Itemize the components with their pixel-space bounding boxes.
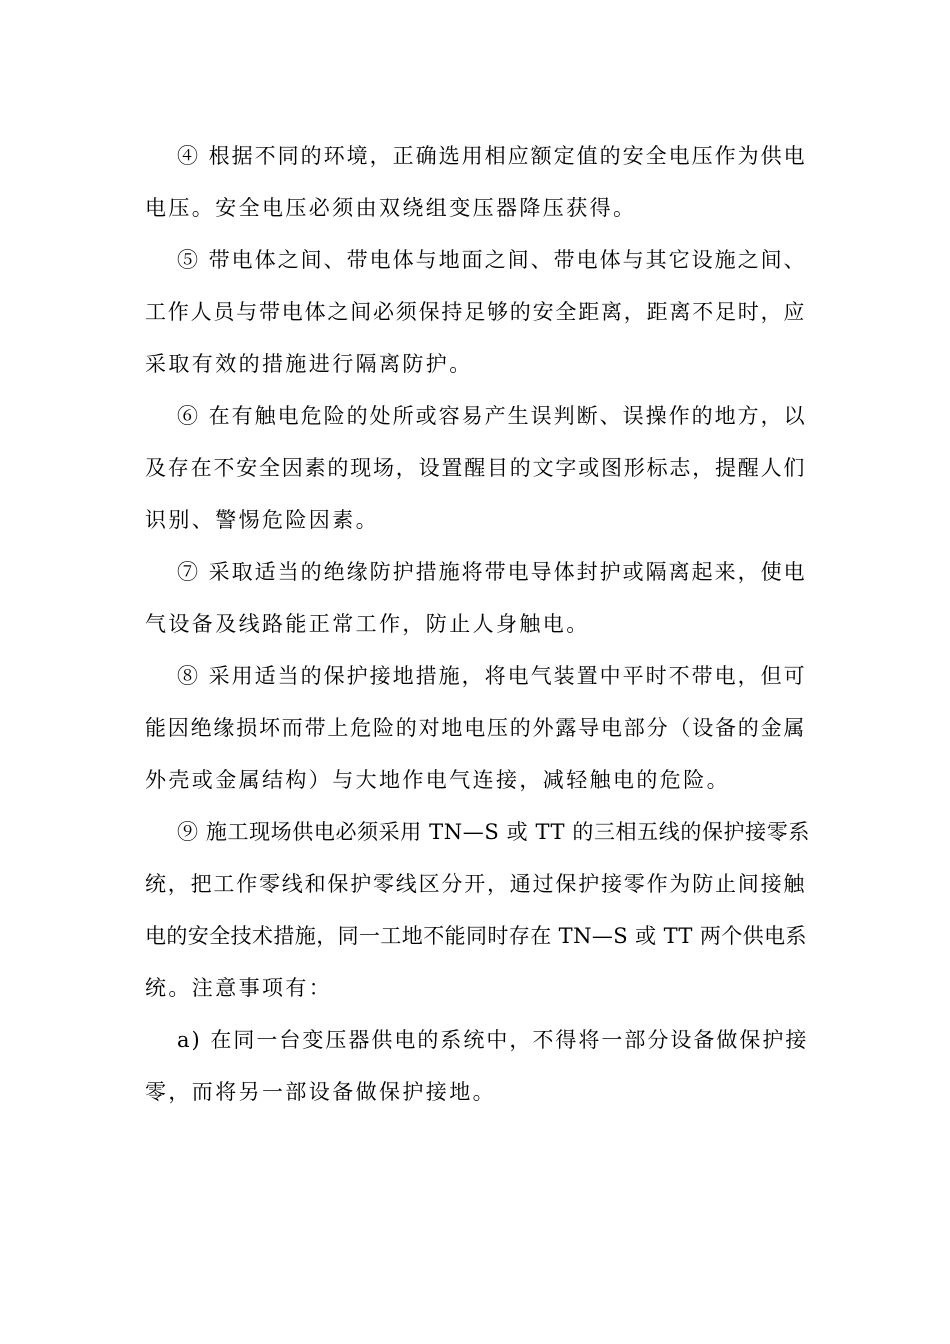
text-line: 电压。安全电压必须由双绕组变压器降压获得。	[145, 196, 637, 220]
paragraph-item-4	[145, 130, 810, 234]
text-line: ⑥ 在有触电危险的处所或容易产生误判断、误操作的地方，以	[177, 404, 807, 428]
text-line: 零，而将另一部设备做保护接地。	[145, 1080, 496, 1104]
text-line: ⑨ 施工现场供电必须采用 TN—S 或 TT 的三相五线的保护接零系	[177, 820, 810, 844]
text-line: ⑧ 采用适当的保护接地措施，将电气装置中平时不带电，但可	[177, 664, 807, 688]
document-body	[145, 130, 810, 1118]
text-line: 识别、警惕危险因素。	[145, 508, 379, 532]
text-line: 外壳或金属结构）与大地作电气连接，减轻触电的危险。	[145, 768, 730, 792]
paragraph-item-8	[145, 650, 810, 806]
paragraph-item-7	[145, 546, 810, 650]
text-line: 统，把工作零线和保护零线区分开，通过保护接零作为防止间接触	[145, 872, 807, 896]
text-line: 统。注意事项有：	[145, 976, 333, 1000]
text-line: 能因绝缘损坏而带上危险的对地电压的外露导电部分（设备的金属	[145, 716, 807, 740]
text-line: 采取有效的措施进行隔离防护。	[145, 352, 473, 376]
paragraph-item-5	[145, 234, 810, 390]
text-line: ⑦ 采取适当的绝缘防护措施将带电导体封护或隔离起来，使电	[177, 560, 807, 584]
text-line: ④ 根据不同的环境，正确选用相应额定值的安全电压作为供电	[177, 144, 807, 168]
text-line: 电的安全技术措施，同一工地不能同时存在 TN—S 或 TT 两个供电系	[145, 924, 807, 948]
text-line: a) 在同一台变压器供电的系统中，不得将一部分设备做保护接	[177, 1028, 809, 1052]
paragraph-item-a	[145, 1014, 810, 1118]
paragraph-item-6	[145, 390, 810, 546]
paragraph-item-9	[145, 806, 810, 1014]
text-line: ⑤ 带电体之间、带电体与地面之间、带电体与其它设施之间、	[177, 248, 807, 272]
text-line: 及存在不安全因素的现场，设置醒目的文字或图形标志，提醒人们	[145, 456, 807, 480]
text-line: 气设备及线路能正常工作，防止人身触电。	[145, 612, 590, 636]
text-line: 工作人员与带电体之间必须保持足够的安全距离，距离不足时，应	[145, 300, 807, 324]
